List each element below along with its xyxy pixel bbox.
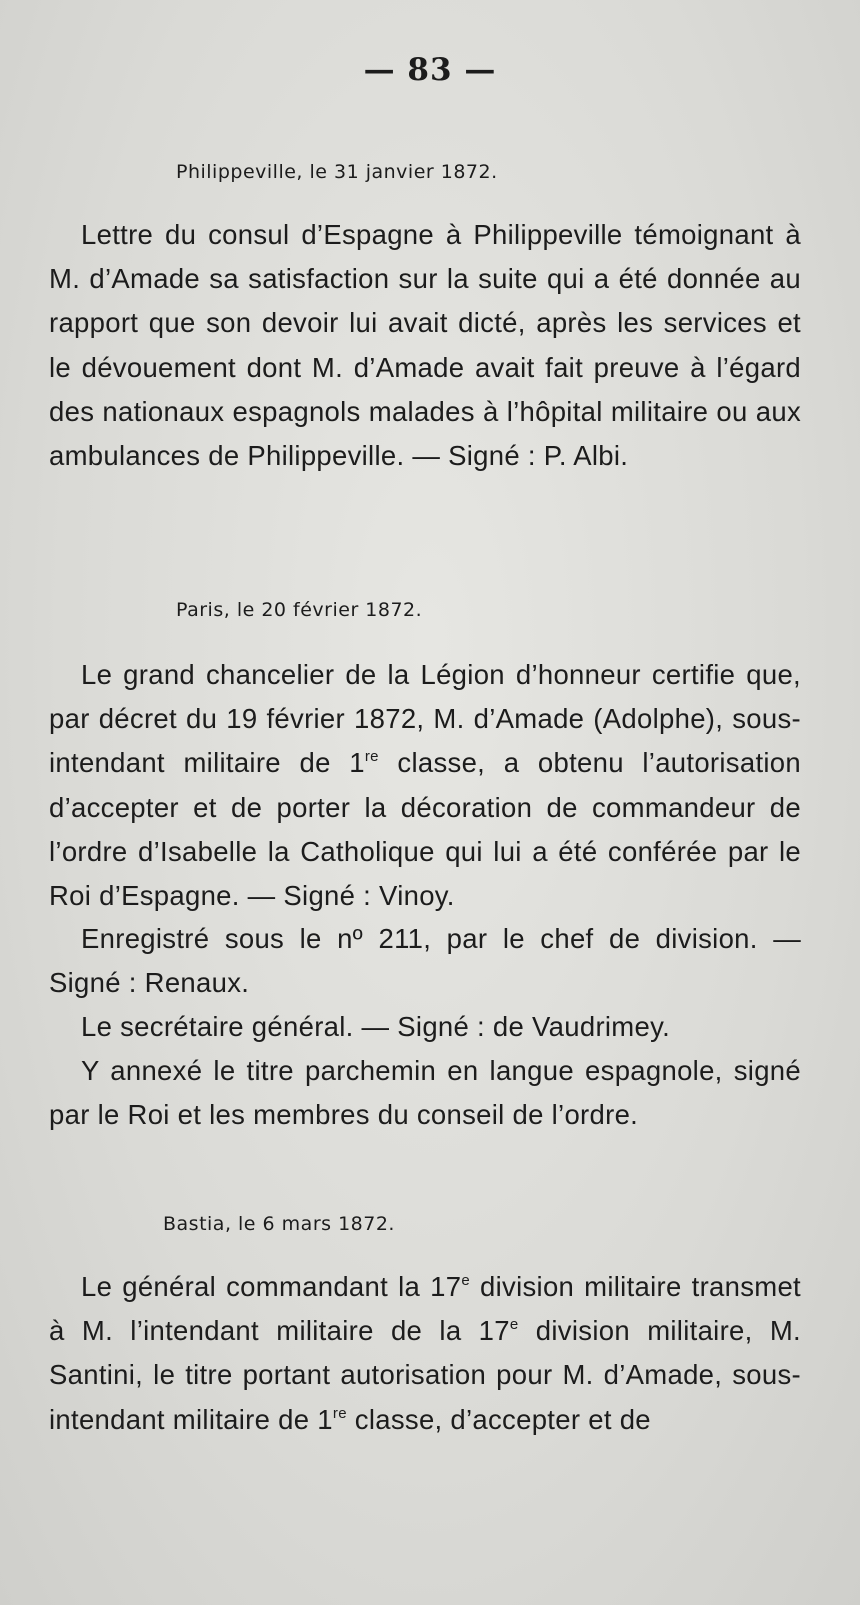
secretaire-paragraph: Le secrétaire général. — Signé : de Vaudrimey. xyxy=(81,1011,671,1042)
chancelier-text-b: classe, a obtenu l’autorisation d’accepter et de porter la décoration de commandeur de l’ordre d’Isabelle la Catholique qui lui a été conférée par le Roi d’Espagne. — Signé : Vinoy. xyxy=(49,747,801,912)
enregistre-paragraph: Enregistré sous le nº 211, par le chef de division. — Signé : Renaux. xyxy=(49,923,801,999)
general-text-c: division militaire, M. Santini, le titre portant autorisation pour M. d’Amade, sous-intendant militaire de 1 xyxy=(49,1315,801,1435)
page-number: — 83 — xyxy=(363,52,497,88)
superscript-re-2: re xyxy=(332,1404,347,1422)
general-text-a: Le général commandant la 17 xyxy=(81,1271,462,1302)
dateline-philippeville: Philippeville, le 31 janvier 1872. xyxy=(176,161,498,183)
general-commandant-paragraph xyxy=(49,1265,801,1442)
general-text-d: classe, d’accepter et de xyxy=(346,1403,651,1435)
dateline-paris: Paris, le 20 février 1872. xyxy=(176,599,423,621)
letter-consul-paragraph: Lettre du consul d’Espagne à Philippeville témoignant à M. d’Amade sa satisfaction sur la suite qui a été donnée au rapport que son devoir lui avait dicté, après les services et le dévouement dont M. d’Amade avait fait preuve à l’égard des nationaux espagnols malades à l’hôpital militaire ou aux ambulances de Philippeville. — Signé : P. Albi. xyxy=(49,219,801,472)
superscript-e-1: e xyxy=(461,1272,470,1289)
general-text-b: division militaire transmet à M. l’intendant militaire de la 17 xyxy=(49,1271,802,1347)
superscript-e-2: e xyxy=(509,1316,519,1334)
chancelier-text-a: Le grand chancelier de la Légion d’honneur certifie que, par décret du 19 février 1872, M. d’Amade (Adolphe), sous-intendant militaire de 1 xyxy=(49,659,801,779)
chancelier-paragraph xyxy=(49,653,801,918)
superscript-re: re xyxy=(364,748,379,766)
annexe-paragraph: Y annexé le titre parchemin en langue espagnole, signé par le Roi et les membres du conseil de l’ordre. xyxy=(49,1055,801,1131)
dateline-bastia: Bastia, le 6 mars 1872. xyxy=(163,1213,395,1235)
